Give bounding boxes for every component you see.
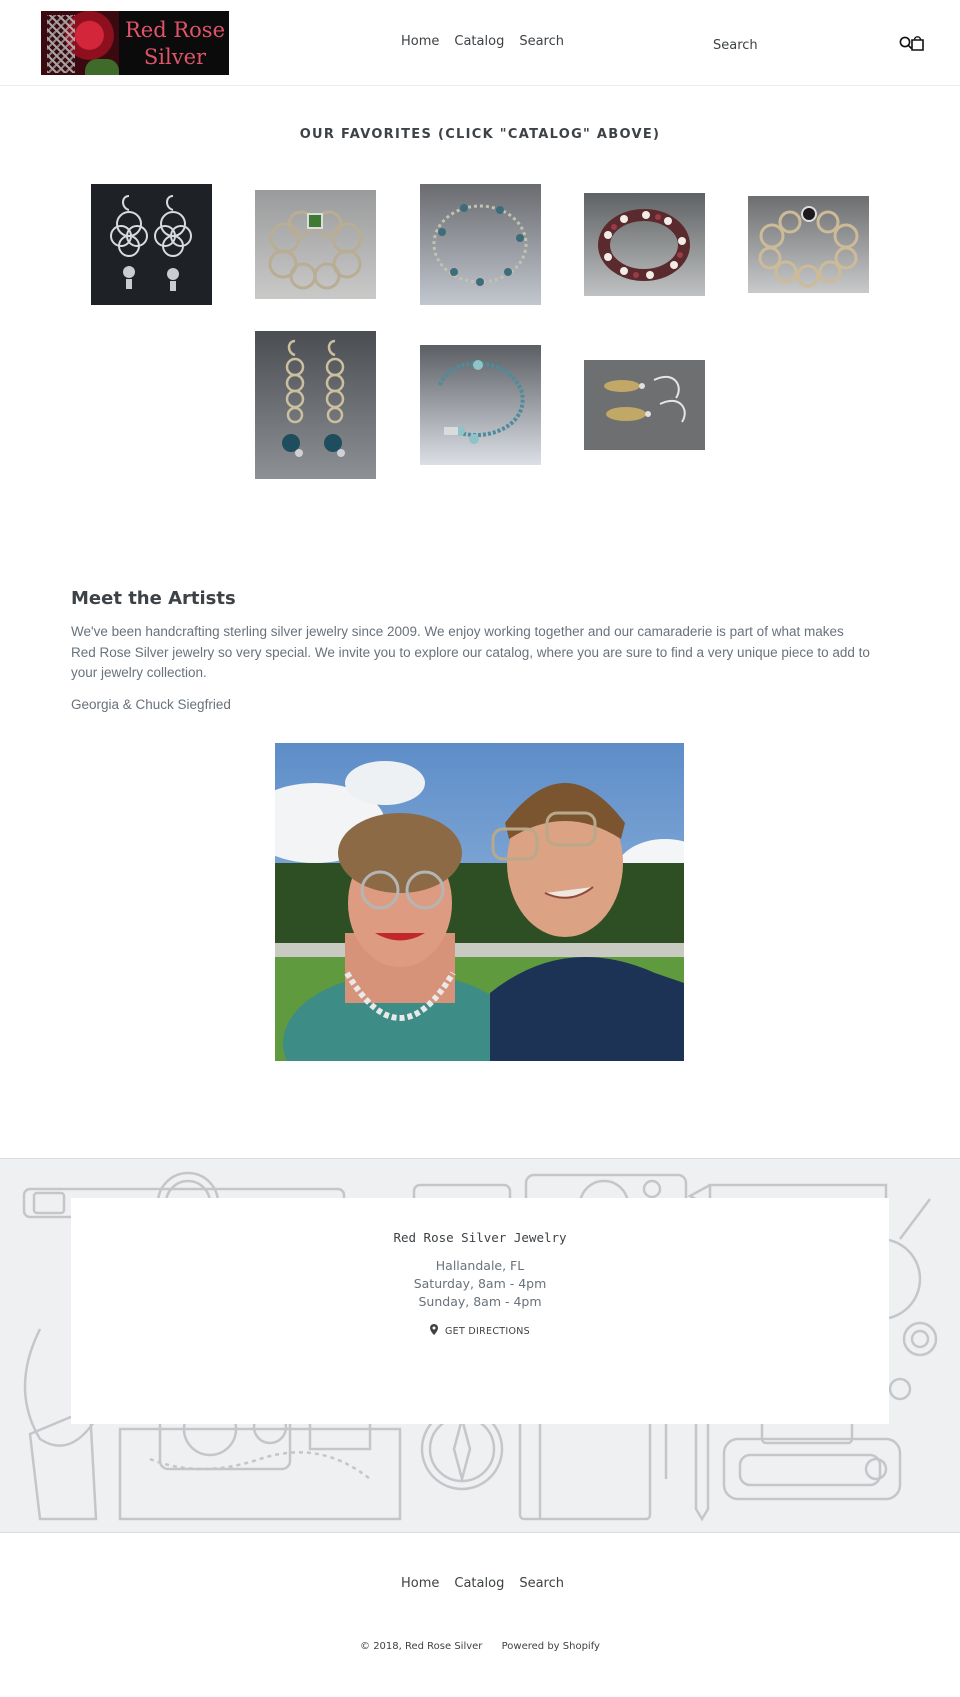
footer-nav (401, 1576, 579, 1591)
nav-search[interactable]: Search (519, 34, 564, 49)
product-image-earrings-gold[interactable] (584, 360, 705, 450)
powered-by-shopify[interactable]: Powered by Shopify (501, 1641, 600, 1652)
favorites-title: OUR FAVORITES (CLICK "CATALOG" ABOVE) (299, 127, 661, 142)
get-directions-label: GET DIRECTIONS (445, 1325, 530, 1337)
product-image-bracelet-green[interactable] (255, 190, 376, 299)
product-image-earrings-1[interactable] (91, 184, 212, 305)
leaf-graphic (85, 59, 119, 75)
header-icons (899, 34, 925, 52)
copyright-text[interactable]: © 2018, Red Rose Silver (360, 1641, 483, 1652)
header-search (713, 34, 823, 53)
product-image-bracelet-blue-beads[interactable] (420, 184, 541, 305)
about-title: Meet the Artists (71, 588, 236, 609)
product-image-bracelet-black-stone[interactable] (748, 196, 869, 293)
product-image-earrings-teal[interactable] (255, 331, 376, 479)
site-header (0, 0, 960, 86)
logo-text-line2: Silver (143, 45, 207, 69)
search-icon[interactable] (900, 37, 911, 48)
site-logo[interactable] (41, 11, 229, 75)
search-input[interactable] (713, 38, 823, 53)
logo-text-line1: Red Rose (124, 18, 226, 42)
nav-catalog[interactable]: Catalog (454, 34, 505, 49)
store-card (71, 1198, 889, 1424)
chain-graphic (47, 15, 75, 73)
nav-home[interactable]: Home (401, 34, 440, 49)
map-pin-icon (430, 1324, 438, 1338)
footer-nav-home[interactable]: Home (401, 1576, 440, 1591)
store-hours-sunday: Sunday, 8am - 4pm (418, 1294, 542, 1309)
footer-nav-catalog[interactable]: Catalog (454, 1576, 505, 1591)
product-image-bracelet-aqua-beads[interactable] (420, 345, 541, 465)
store-city: Hallandale, FL (435, 1258, 525, 1273)
footer-copyright (0, 1641, 960, 1652)
main-nav (401, 34, 579, 49)
about-text: We've been handcrafting sterling silver jewelry since 2009. We enjoy working together and our camaraderie is part of what makes Red Rose Silver jewelry so very special. We invite you to explore our catalog, where you are sure to find a very unique piece to add to your jewelry collection. (71, 624, 870, 680)
about-signature: Georgia & Chuck Siegfried (71, 697, 231, 712)
cart-icon[interactable] (912, 37, 923, 50)
get-directions-link[interactable] (71, 1324, 889, 1338)
logo-text (121, 17, 229, 71)
artists-photo (275, 743, 684, 1061)
footer-nav-search[interactable]: Search (519, 1576, 564, 1591)
store-name: Red Rose Silver Jewelry (393, 1230, 567, 1245)
store-hours-saturday: Saturday, 8am - 4pm (413, 1276, 547, 1291)
product-image-bracelet-pearls[interactable] (584, 193, 705, 296)
